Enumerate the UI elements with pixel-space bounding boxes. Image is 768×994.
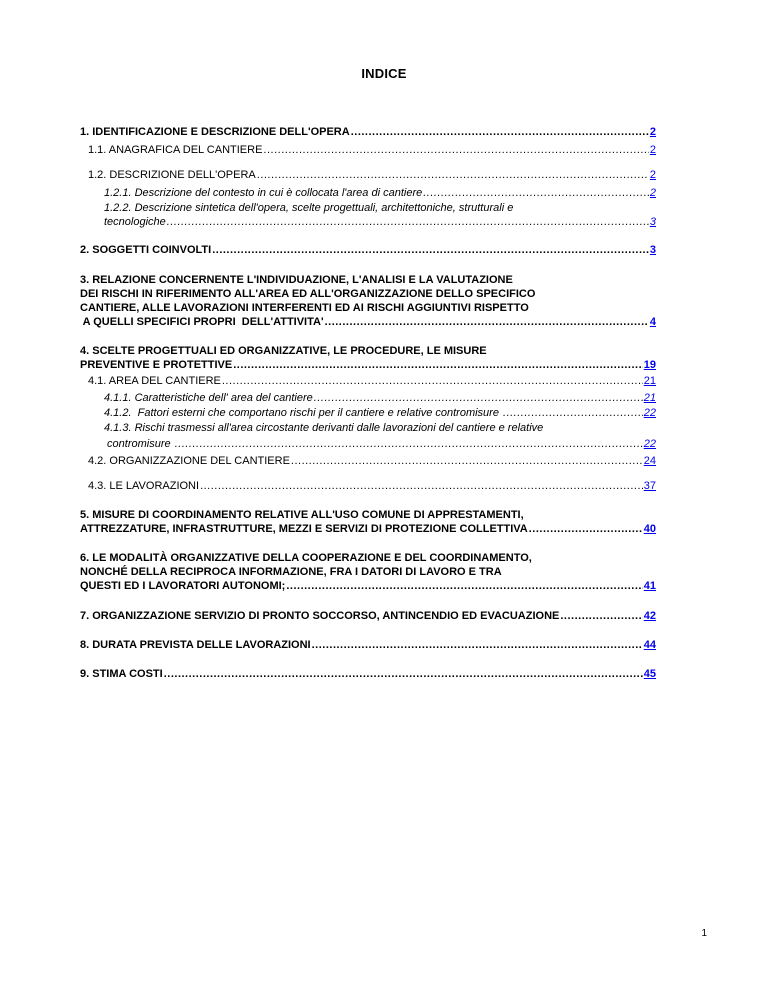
toc-entry-9[interactable] — [80, 667, 656, 681]
toc-entry-4-1-1[interactable] — [80, 391, 656, 405]
toc-page-link[interactable]: 3 — [649, 244, 656, 256]
toc-page-link[interactable]: 2 — [649, 126, 656, 138]
toc-entry-title: 4.1.1. Caratteristiche dell' area del cantiere — [104, 392, 313, 404]
toc-entry-title-cont: NONCHÉ DELLA RECIPROCA INFORMAZIONE, FRA I DATORI DI LAVORO E TRA — [80, 566, 502, 578]
toc-entry-7[interactable] — [80, 609, 656, 623]
toc-entry-4-1-3[interactable] — [80, 421, 656, 451]
toc-page-link[interactable]: 21 — [643, 392, 656, 404]
toc-entry-title: 4.1.3. Rischi trasmessi all'area circostante derivanti dalle lavorazioni del cantiere e relative — [104, 422, 544, 434]
toc-page-link[interactable]: 40 — [643, 523, 656, 535]
toc-entry-title: 4. SCELTE PROGETTUALI ED ORGANIZZATIVE, LE PROCEDURE, LE MISURE — [80, 345, 487, 357]
toc-page-link[interactable]: 3 — [649, 216, 656, 228]
toc-entry-title: 4.1.2. Fattori esterni che comportano rischi per il cantiere e relative contromisure — [104, 407, 503, 419]
table-of-contents — [80, 125, 656, 681]
toc-entry-title: 1. IDENTIFICAZIONE E DESCRIZIONE DELL'OPERA — [80, 126, 350, 138]
toc-entry-title: 8. DURATA PREVISTA DELLE LAVORAZIONI — [80, 639, 311, 651]
toc-entry-title: 4.3. LE LAVORAZIONI — [88, 480, 200, 492]
toc-page-link[interactable]: 22 — [643, 407, 656, 419]
toc-page-link[interactable]: 4 — [649, 316, 656, 328]
toc-page-link[interactable]: 37 — [643, 480, 656, 492]
toc-entry-title: 1.2.1. Descrizione del contesto in cui è collocata l'area di cantiere — [104, 187, 423, 199]
toc-entry-title: 1.1. ANAGRAFICA DEL CANTIERE — [88, 144, 263, 156]
toc-entry-title-cont: QUESTI ED I LAVORATORI AUTONOMI; — [80, 580, 286, 592]
toc-page-link[interactable]: 22 — [643, 438, 656, 450]
toc-page-link[interactable]: 45 — [643, 668, 656, 680]
toc-entry-1-2[interactable] — [80, 168, 656, 182]
toc-entry-1[interactable] — [80, 125, 656, 139]
toc-entry-title-cont: ATTREZZATURE, INFRASTRUTTURE, MEZZI E SERVIZI DI PROTEZIONE COLLETTIVA — [80, 523, 528, 535]
toc-entry-title-cont: A QUELLI SPECIFICI PROPRI DELL'ATTIVITA' — [80, 316, 324, 328]
toc-entry-1-2-2[interactable] — [80, 201, 656, 229]
toc-entry-8[interactable] — [80, 638, 656, 652]
toc-entry-4-3[interactable] — [80, 479, 656, 493]
toc-page-link[interactable]: 2 — [649, 144, 656, 156]
toc-entry-title: 4.2. ORGANIZZAZIONE DEL CANTIERE — [88, 455, 290, 467]
toc-entry-title: 7. ORGANIZZAZIONE SERVIZIO DI PRONTO SOCCORSO, ANTINCENDIO ED EVACUAZIONE — [80, 610, 560, 622]
page-number: 1 — [701, 928, 707, 939]
toc-entry-6[interactable] — [80, 551, 656, 593]
toc-entry-4-2[interactable] — [80, 454, 656, 468]
toc-page-link[interactable]: 44 — [643, 639, 656, 651]
toc-entry-title: 1.2.2. Descrizione sintetica dell'opera, scelte progettuali, architettoniche, strutturali e — [104, 202, 514, 214]
toc-entry-title: 1.2. DESCRIZIONE DELL'OPERA — [88, 169, 256, 181]
toc-entry-title: 4.1. AREA DEL CANTIERE — [88, 375, 221, 387]
toc-entry-2[interactable] — [80, 243, 656, 257]
toc-page-link[interactable]: 41 — [643, 580, 656, 592]
page-title: INDICE — [361, 66, 407, 81]
toc-entry-title: 6. LE MODALITÀ ORGANIZZATIVE DELLA COOPERAZIONE E DEL COORDINAMENTO, — [80, 552, 532, 564]
toc-page-link[interactable]: 19 — [643, 359, 656, 371]
toc-entry-4[interactable] — [80, 344, 656, 372]
toc-entry-4-1[interactable] — [80, 374, 656, 388]
toc-entry-title-cont: contromisure — [104, 438, 174, 450]
toc-entry-title-cont: DEI RISCHI IN RIFERIMENTO ALL'AREA ED ALL'ORGANIZZAZIONE DELLO SPECIFICO — [80, 288, 536, 300]
toc-page-link[interactable]: 24 — [643, 455, 656, 467]
toc-entry-title-cont: PREVENTIVE E PROTETTIVE — [80, 359, 233, 371]
toc-page-link[interactable]: 2 — [649, 187, 656, 199]
toc-page-link[interactable]: 42 — [643, 610, 656, 622]
toc-entry-title-cont: CANTIERE, ALLE LAVORAZIONI INTERFERENTI ED AI RISCHI AGGIUNTIVI RISPETTO — [80, 302, 529, 314]
toc-entry-4-1-2[interactable] — [80, 406, 656, 420]
toc-entry-1-1[interactable] — [80, 143, 656, 157]
toc-entry-1-2-1[interactable] — [80, 186, 656, 200]
toc-entry-title: 5. MISURE DI COORDINAMENTO RELATIVE ALL'USO COMUNE DI APPRESTAMENTI, — [80, 509, 524, 521]
toc-entry-title: 2. SOGGETTI COINVOLTI — [80, 244, 212, 256]
toc-entry-title: 9. STIMA COSTI — [80, 668, 163, 680]
toc-entry-title: 3. RELAZIONE CONCERNENTE L'INDIVIDUAZIONE, L'ANALISI E LA VALUTAZIONE — [80, 274, 513, 286]
toc-entry-5[interactable] — [80, 508, 656, 536]
toc-entry-3[interactable] — [80, 273, 656, 329]
toc-page-link[interactable]: 21 — [643, 375, 656, 387]
toc-entry-title-cont: tecnologiche — [104, 216, 166, 228]
toc-page-link[interactable]: 2 — [649, 169, 656, 181]
